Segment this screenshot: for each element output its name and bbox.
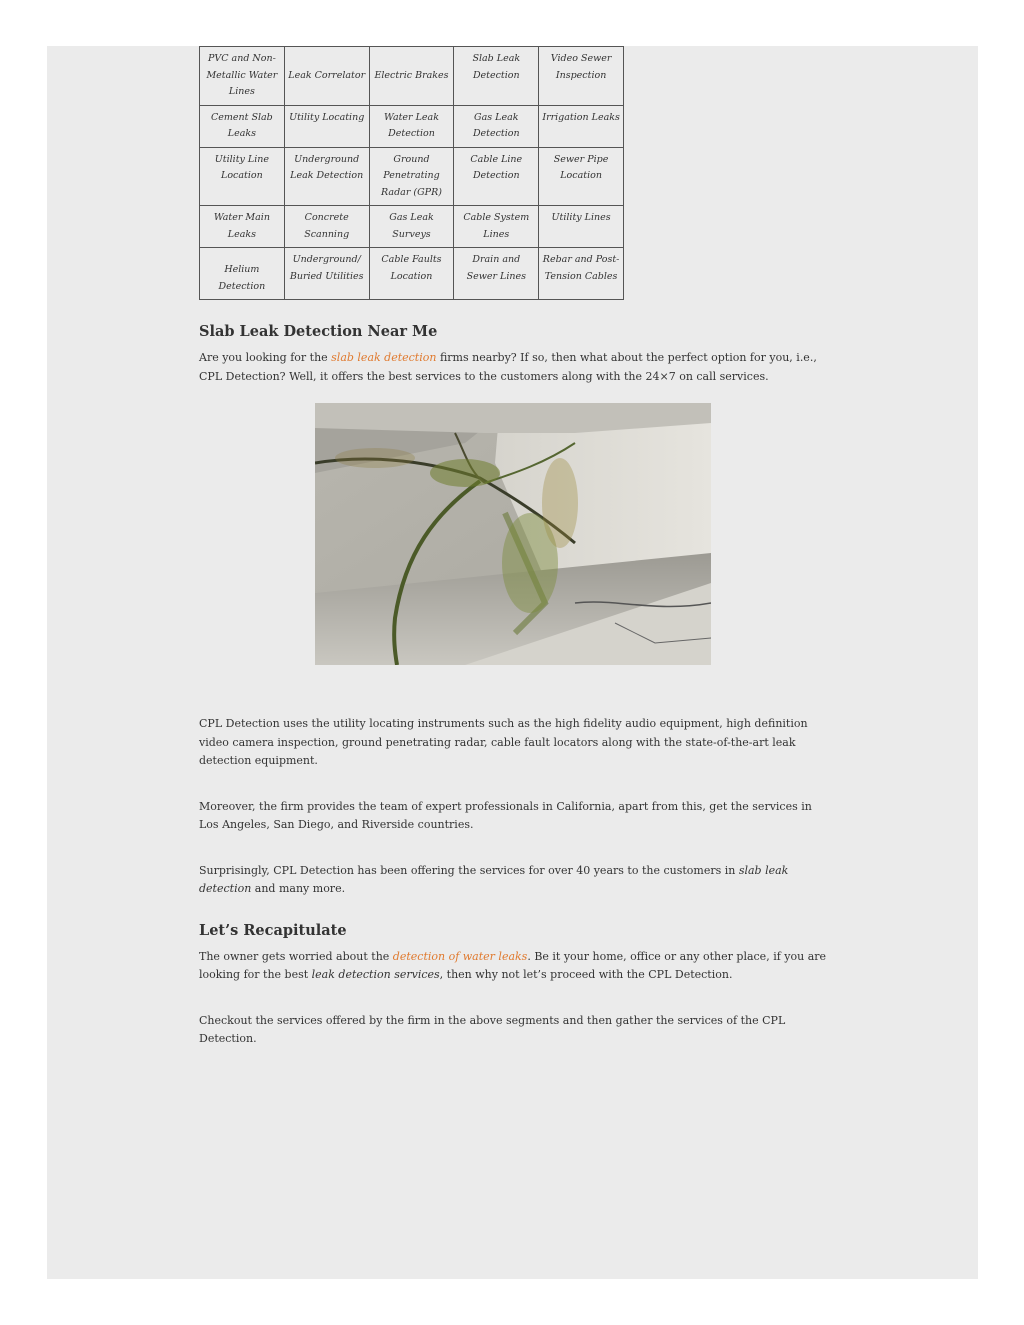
table-cell: Water Leak Detection [369, 105, 454, 147]
table-cell: Drain and Sewer Lines [454, 248, 539, 300]
table-cell: Video Sewer Inspection [539, 47, 624, 106]
text: firms nearby? If so, then what about the perfect option for you, i.e., CPL Detection? Well, it offers the best services to the customers along with the 24×7 on call services. [199, 351, 817, 383]
table-cell: Ground Penetrating Radar (GPR) [369, 147, 454, 206]
table-cell: Helium Detection [200, 248, 285, 300]
table-cell: Cement Slab Leaks [200, 105, 285, 147]
intro-paragraph [199, 349, 829, 386]
table-cell: Slab Leak Detection [454, 47, 539, 106]
section-heading: Slab Leak Detection Near Me [199, 323, 438, 340]
text: , then why not let’s proceed with the CPL Detection. [439, 968, 733, 981]
table-row [200, 248, 624, 300]
section-heading: Let’s Recapitulate [199, 921, 347, 939]
text: The owner gets worried about the [199, 949, 393, 963]
table-cell: Sewer Pipe Location [539, 147, 624, 206]
table-cell: Water Main Leaks [200, 206, 285, 248]
table-row [200, 147, 624, 206]
text: Surprisingly, CPL Detection has been offering the services for over 40 years to the customers in [199, 863, 739, 877]
table-cell: Gas Leak Detection [454, 105, 539, 147]
figure [199, 386, 829, 692]
table-row [200, 206, 624, 248]
body-paragraph [199, 948, 829, 985]
table-cell: Cable Line Detection [454, 147, 539, 206]
body-paragraph [199, 862, 829, 899]
table-cell: Irrigation Leaks [539, 105, 624, 147]
table-row [200, 47, 624, 106]
body-paragraph: Checkout the services offered by the firm in the above segments and then gather the services of the CPL Detection. [199, 1013, 786, 1045]
detection-of-water-leaks-link[interactable]: detection of water leaks [392, 949, 528, 963]
slab-leak-detection-link[interactable]: slab leak detection [331, 351, 437, 364]
table-cell: Rebar and Post-Tension Cables [539, 248, 624, 300]
table-cell: Electric Brakes [369, 47, 454, 106]
text: Are you looking for the [199, 351, 332, 364]
text: and many more. [251, 882, 346, 895]
table-cell: Cable Faults Location [369, 248, 454, 300]
text: . Be it your home, office or any other place, if you are looking for the best [199, 949, 827, 981]
table-cell: PVC and Non-Metallic Water Lines [200, 47, 285, 106]
table-cell: Underground Leak Detection [284, 147, 369, 206]
table-cell: Utility Lines [539, 206, 624, 248]
article-content [199, 46, 829, 1049]
table-row [200, 105, 624, 147]
body-paragraph: CPL Detection uses the utility locating instruments such as the high fidelity audio equipment, high definition video camera inspection, ground penetrating radar, cable fault locators along with the state-of-the-art leak detection equipment. [199, 717, 808, 767]
emphasis-text: leak detection services [311, 968, 440, 981]
leaking-ceiling-photo [315, 403, 711, 665]
emphasis-text: slab leak detection [199, 863, 789, 895]
table-cell: Underground/ Buried Utilities [284, 248, 369, 300]
table-cell: Utility Locating [284, 105, 369, 147]
services-table [199, 46, 624, 300]
body-paragraph: Moreover, the firm provides the team of expert professionals in California, apart from this, get the services in Los Angeles, San Diego, and Riverside countries. [199, 799, 812, 831]
table-cell: Utility Line Location [200, 147, 285, 206]
table-cell: Gas Leak Surveys [369, 206, 454, 248]
table-cell: Concrete Scanning [284, 206, 369, 248]
table-cell: Leak Correlator [284, 47, 369, 106]
table-cell: Cable System Lines [454, 206, 539, 248]
